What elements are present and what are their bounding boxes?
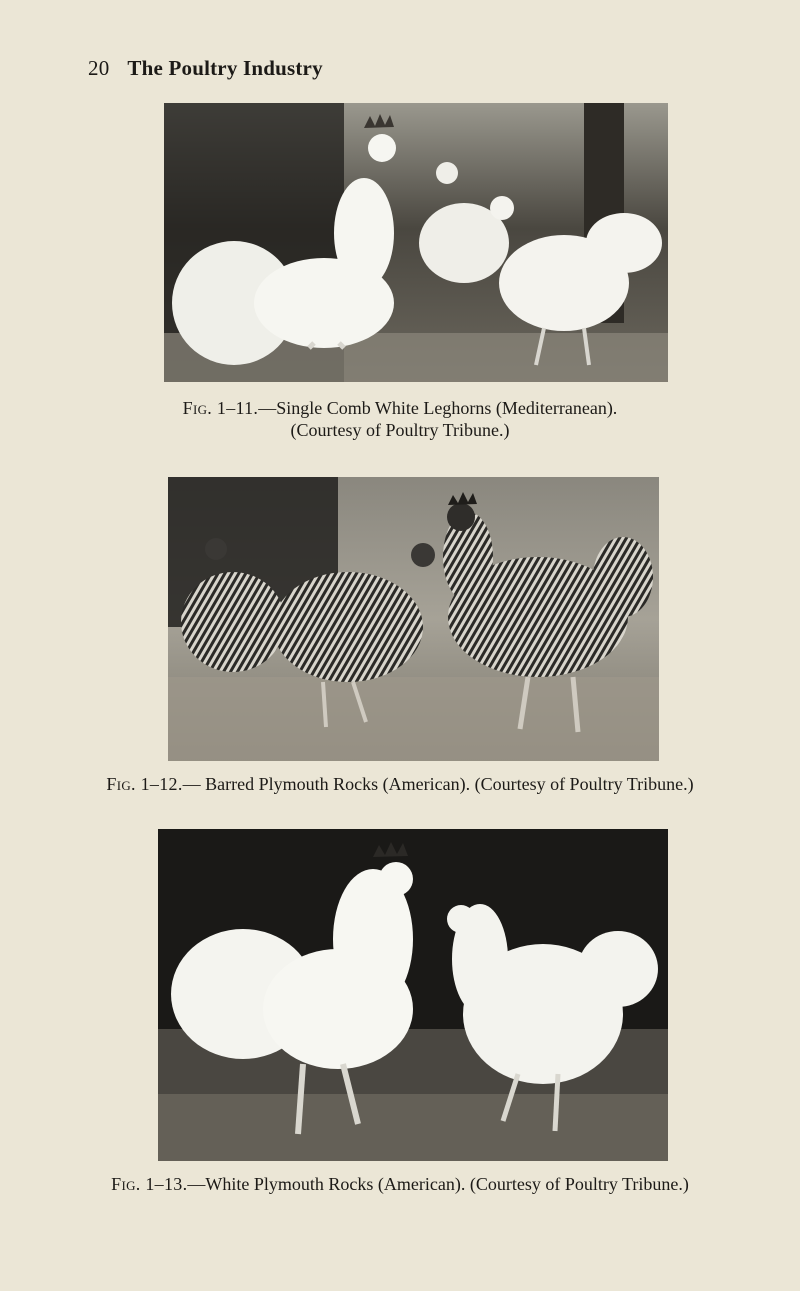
figure-barred-plymouth-rocks-photo [168,477,659,761]
white-leghorns-illustration [164,103,668,382]
figure-1-13-caption-line1: —White Plymouth Rocks (American). (Courtesy of Poultry Tribune.) [187,1174,689,1194]
figure-1-12-label: Fig. 1–12. [106,774,183,794]
page-number: 20 [88,56,110,80]
running-header [88,56,323,81]
figure-white-leghorns-photo [164,103,668,382]
barred-plymouth-rocks-illustration [168,477,659,761]
figure-1-13-caption [0,1173,800,1195]
figure-1-11-label: Fig. 1–11. [182,398,259,418]
figure-1-12-caption [0,773,800,795]
figure-white-plymouth-rocks-photo [158,829,668,1161]
running-title: The Poultry Industry [127,56,323,80]
figure-1-11-caption-line1: —Single Comb White Leghorns (Mediterranean). [258,398,618,418]
figure-1-13-label: Fig. 1–13. [111,1174,188,1194]
figure-1-11-caption [0,397,800,441]
white-plymouth-rocks-illustration [158,829,668,1161]
figure-1-11-caption-line2: (Courtesy of Poultry Tribune.) [290,420,510,440]
figure-1-12-caption-line1: — Barred Plymouth Rocks (American). (Courtesy of Poultry Tribune.) [182,774,694,794]
